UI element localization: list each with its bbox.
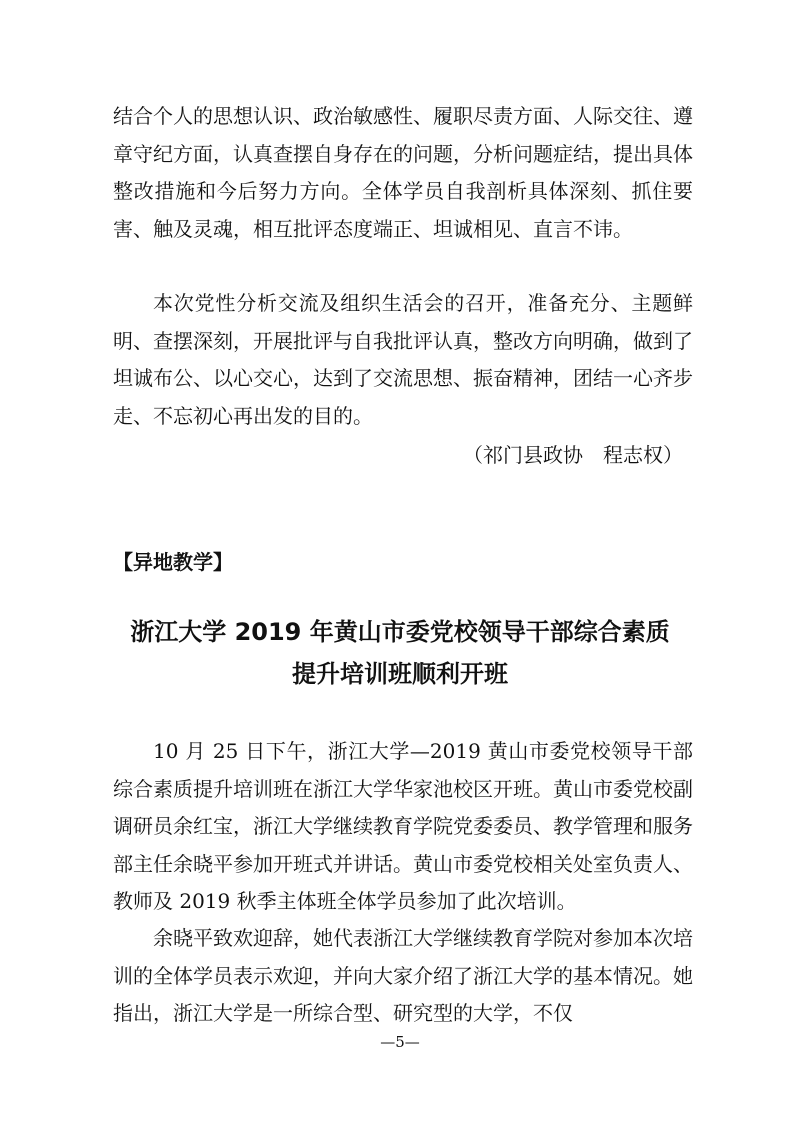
page-number: —5— bbox=[380, 1033, 420, 1051]
author-signature: （祁门县政协 程志权） bbox=[463, 443, 683, 467]
paragraph-opening-ceremony: 10 月 25 日下午，浙江大学—2019 黄山市委党校领导干部综合素质提升培训班在浙江大学华家池校区开班。黄山市委党校副调研员余红宝，浙江大学继续教育学院党委委员、教学管理和服务部主任余晓平参加开班式并讲话。黄山市委党校相关处室负责人、教师及 2019 秋季主体班全体学员参加了此次培训。 bbox=[113, 739, 693, 913]
article-title bbox=[100, 611, 700, 695]
article-title-line-2: 提升培训班顺利开班 bbox=[292, 660, 508, 688]
paragraph-meeting-summary: 本次党性分析交流及组织生活会的召开，准备充分、主题鲜明、查摆深刻，开展批评与自我批评认真，整改方向明确，做到了坦诚布公、以心交心，达到了交流思想、振奋精神，团结一心齐步走、不忘初心再出发的目的。 bbox=[113, 291, 693, 428]
article-title-line-1: 浙江大学 2019 年黄山市委党校领导干部综合素质 bbox=[130, 618, 670, 646]
paragraph-self-criticism: 结合个人的思想认识、政治敏感性、履职尽责方面、人际交往、遵章守纪方面，认真查摆自身存在的问题，分析问题症结，提出具体整改措施和今后努力方向。全体学员自我剖析具体深刻、抓住要害、触及灵魂，相互批评态度端正、坦诚相见、直言不讳。 bbox=[113, 104, 693, 241]
section-tag: 【异地教学】 bbox=[113, 550, 233, 574]
paragraph-welcome-speech: 余晓平致欢迎辞，她代表浙江大学继续教育学院对参加本次培训的全体学员表示欢迎，并向大家介绍了浙江大学的基本情况。她指出，浙江大学是一所综合型、研究型的大学，不仅 bbox=[113, 926, 693, 1025]
